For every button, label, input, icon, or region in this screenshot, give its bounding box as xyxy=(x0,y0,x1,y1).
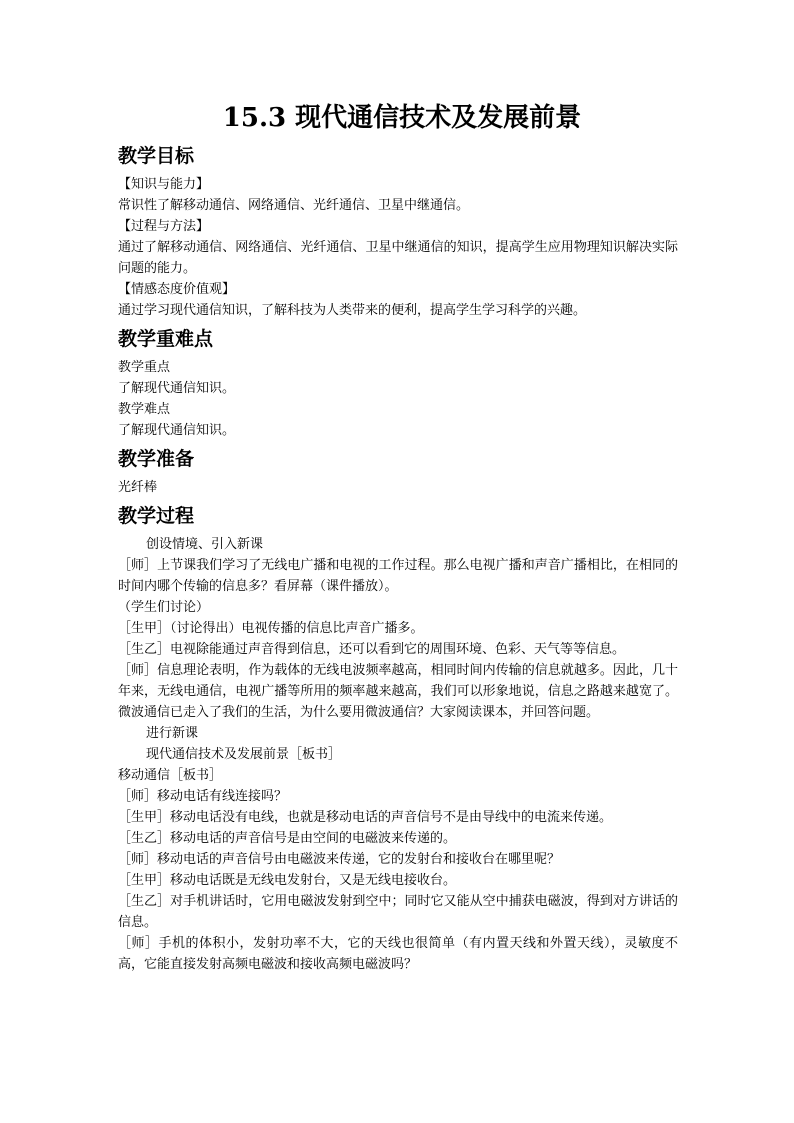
process-line: ［生乙］对手机讲话时，它用电磁波发射到空中；同时它又能从空中捕获电磁波，得到对方讲话的信息。 xyxy=(118,894,678,930)
preparation-line: 光纤棒 xyxy=(118,480,158,495)
process-subheading: 创设情境、引入新课 xyxy=(146,537,264,552)
goals-line: 通过学习现代通信知识，了解科技为人类带来的便利，提高学生学习科学的兴趣。 xyxy=(118,303,587,318)
goals-line: 【过程与方法】 xyxy=(118,219,210,234)
process-line: ［生乙］移动电话的声音信号是由空间的电磁波来传递的。 xyxy=(118,831,457,846)
goals-line: 常识性了解移动通信、网络通信、光纤通信、卫星中继通信。 xyxy=(118,198,470,213)
process-line: ［生甲］（讨论得出）电视传播的信息比声音广播多。 xyxy=(118,621,424,636)
section-heading-preparation: 教学准备 xyxy=(118,448,195,470)
process-line: ［师］手机的体积小，发射功率不大，它的天线也很简单（有内置天线和外置天线），灵敏度不高，它能直接发射高频电磁波和接收高频电磁波吗？ xyxy=(118,936,678,972)
goals-line: 【情感态度价值观】 xyxy=(118,282,236,297)
goals-line: 【知识与能力】 xyxy=(118,177,210,192)
process-line: ［师］信息理论表明，作为载体的无线电波频率越高，相同时间内传输的信息就越多。因此，几十年来，无线电通信，电视广播等所用的频率越来越高，我们可以形象地说，信息之路越来越宽了。微波通信已走入了我们的生活，为什么要用微波通信？大家阅读课本，并回答问题。 xyxy=(118,663,678,720)
section-heading-key-points: 教学重难点 xyxy=(118,328,214,350)
section-heading-goals: 教学目标 xyxy=(118,145,195,167)
process-line: ［师］上节课我们学习了无线电广播和电视的工作过程。那么电视广播和声音广播相比，在相同的时间内哪个传输的信息多？看屏幕（课件播放）。 xyxy=(118,558,678,594)
process-line: ［师］移动电话的声音信号由电磁波来传递，它的发射台和接收台在哪里呢？ xyxy=(118,852,561,867)
process-line: ［生甲］移动电话既是无线电发射台，又是无线电接收台。 xyxy=(118,873,457,888)
process-line: （学生们讨论） xyxy=(118,600,210,615)
key-points-line: 了解现代通信知识。 xyxy=(118,381,236,396)
process-line: 现代通信技术及发展前景［板书］ xyxy=(146,747,342,762)
document-page xyxy=(118,100,678,975)
process-subheading: 进行新课 xyxy=(146,726,199,741)
goals-line: 通过了解移动通信、网络通信、光纤通信、卫星中继通信的知识，提高学生应用物理知识解决实际问题的能力。 xyxy=(118,240,678,276)
document-title: 15.3 现代通信技术及发展前景 xyxy=(222,103,582,133)
process-line: ［生甲］移动电话没有电线，也就是移动电话的声音信号不是由导线中的电流来传递。 xyxy=(118,810,613,825)
section-heading-process: 教学过程 xyxy=(118,505,195,527)
process-line: ［师］移动电话有线连接吗？ xyxy=(118,789,288,804)
process-line: ［生乙］电视除能通过声音得到信息，还可以看到它的周围环境、色彩、天气等等信息。 xyxy=(118,642,626,657)
process-line: 移动通信［板书］ xyxy=(118,768,223,783)
key-points-line: 了解现代通信知识。 xyxy=(118,423,236,438)
key-points-line: 教学难点 xyxy=(118,402,171,417)
key-points-line: 教学重点 xyxy=(118,360,171,375)
